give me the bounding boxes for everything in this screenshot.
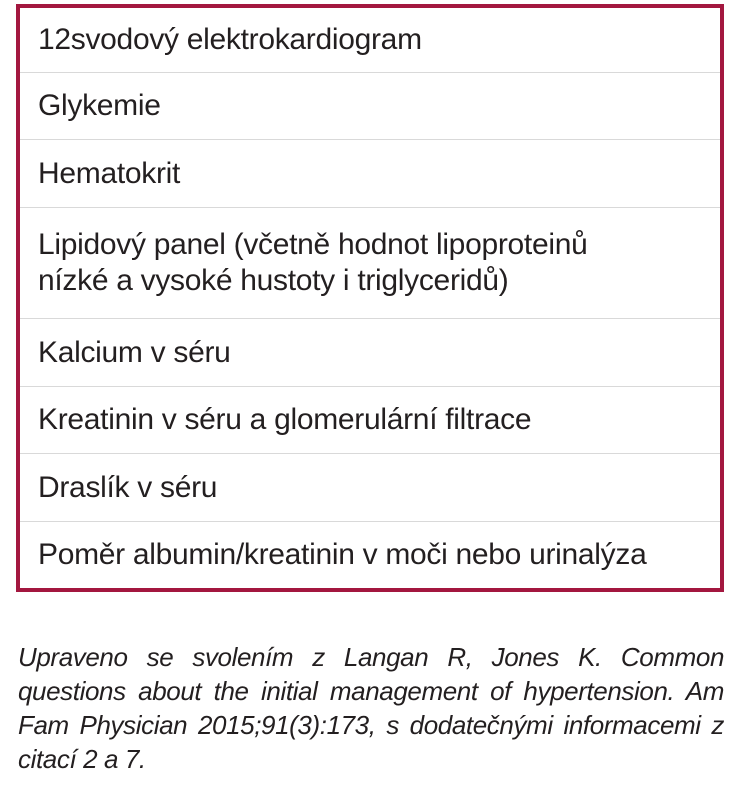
table-row <box>20 73 720 140</box>
table-row <box>20 454 720 522</box>
row-label: Glykemie <box>38 89 161 122</box>
table-row <box>20 8 720 73</box>
table-row <box>20 140 720 208</box>
table-row <box>20 319 720 387</box>
row-label: Lipidový panel (včetně hodnot lipoproteinů nízké a vysoké hustoty i triglyceridů) <box>38 228 588 297</box>
row-label: Hematokrit <box>38 156 181 190</box>
row-label: 12svodový elektrokardiogram <box>38 23 422 56</box>
source-caption: Upraveno se svolením z Langan R, Jones K. Common questions about the initial management of hypertension. Am Fam Physician 2015;91(3):173, s dodatečnými informacemi z citací 2 a 7. <box>18 642 724 774</box>
table-row <box>20 387 720 454</box>
row-label: Kreatinin v séru a glomerulární filtrace <box>38 403 532 436</box>
test-list-table <box>16 4 724 592</box>
table-row <box>20 522 720 588</box>
table-row <box>20 208 720 319</box>
row-label: Kalcium v séru <box>38 335 231 369</box>
row-label: Draslík v séru <box>38 470 218 504</box>
row-label: Poměr albumin/kreatinin v moči nebo urinalýza <box>38 538 647 571</box>
